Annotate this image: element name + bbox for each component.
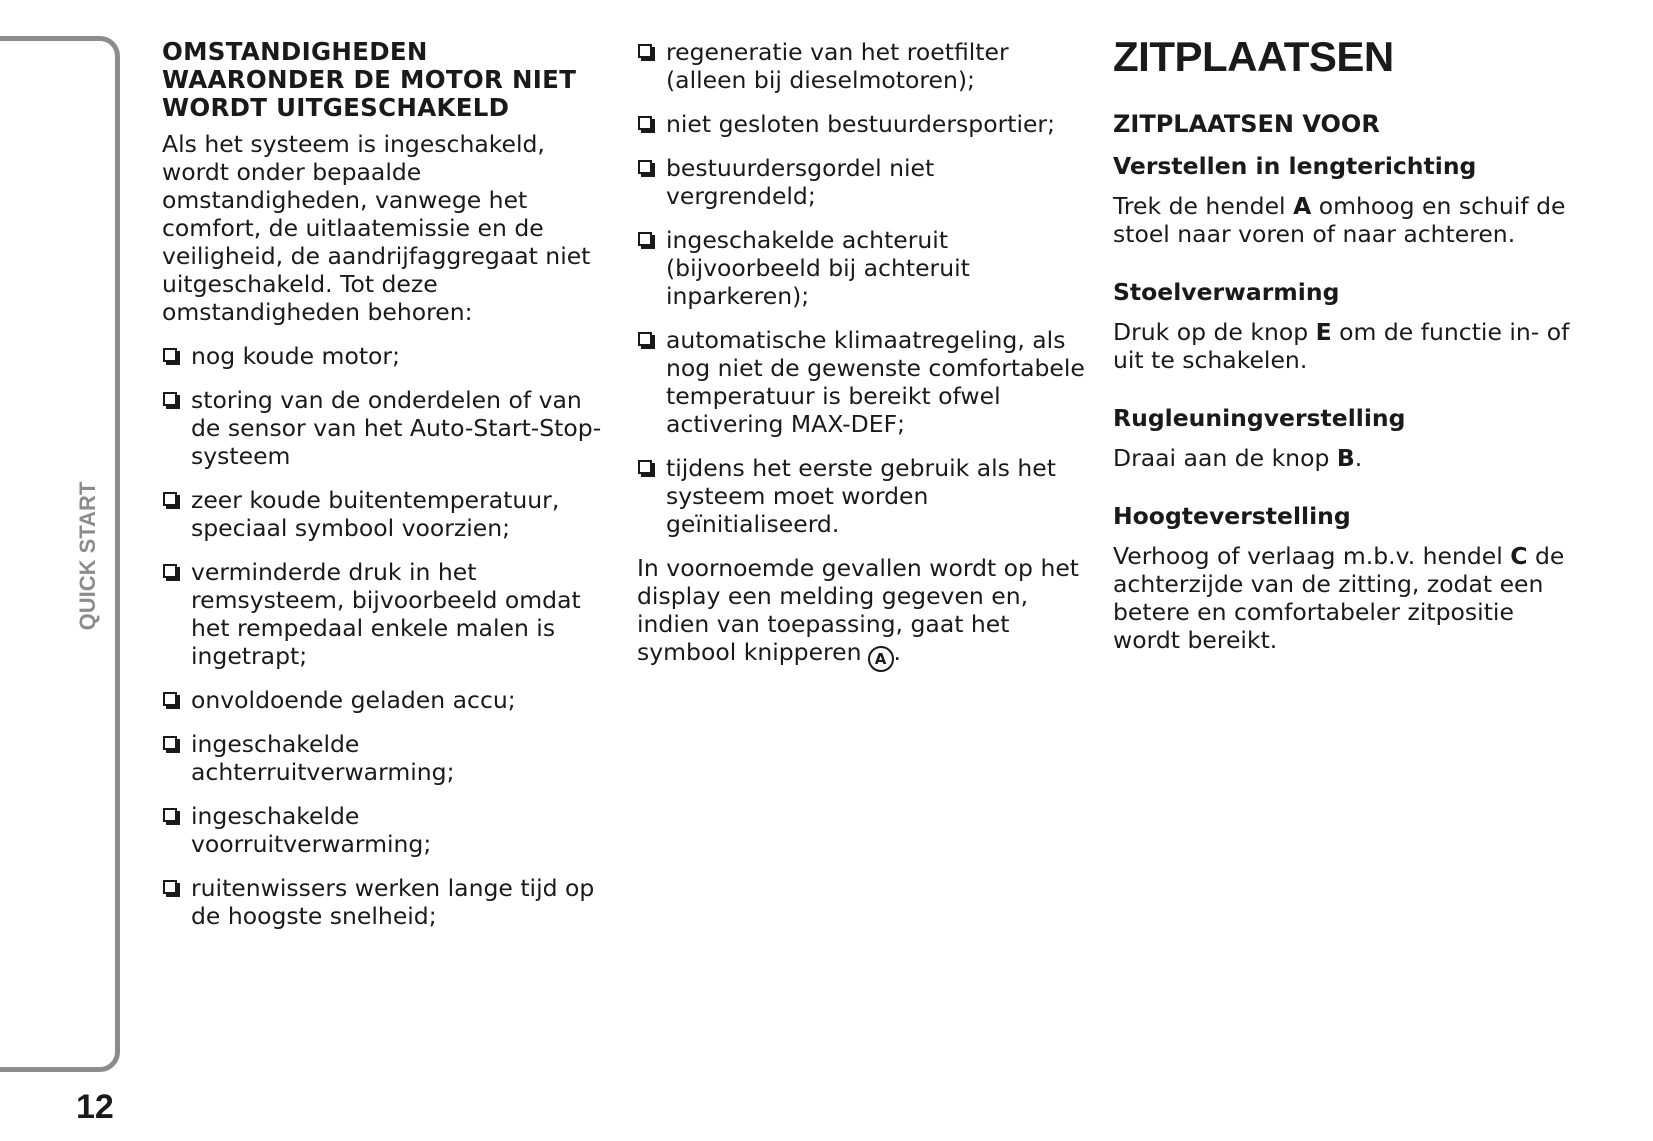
checkbox-bullet-icon: [638, 160, 652, 174]
control-key: A: [1293, 192, 1312, 220]
list-item: regeneratie van het roetfilter (alleen bij dieselmotoren);: [637, 38, 1087, 94]
page-title: ZITPLAATSEN: [1113, 33, 1394, 80]
list-item: nog koude motor;: [162, 342, 602, 370]
list-item: onvoldoende geladen accu;: [162, 686, 602, 714]
list-item: storing van de onderdelen of van de sensor van het Auto-Start-Stop-systeem: [162, 386, 602, 470]
list-item: tijdens het eerste gebruik als het systeem moet worden geïnitialiseerd.: [637, 454, 1087, 538]
page-number: 12: [76, 1088, 114, 1126]
section-heading-engine-not-stopped: OMSTANDIGHEDEN WAARONDER DE MOTOR NIET WORDT UITGESCHAKELD: [162, 37, 577, 122]
list-item: niet gesloten bestuurdersportier;: [637, 110, 1087, 138]
intro-paragraph: Als het systeem is ingeschakeld, wordt onder bepaalde omstandigheden, vanwege het comfort, de uitlaatemissie en de veiligheid, de aandrijfaggregaat niet uitgeschakeld. Tot deze omstandigheden behoren:: [162, 130, 591, 326]
subtitle: ZITPLAATSEN VOOR: [1113, 110, 1380, 138]
list-item: zeer koude buitentemperatuur, speciaal symbool voorzien;: [162, 486, 602, 542]
checkbox-bullet-icon: [163, 736, 177, 750]
checkbox-bullet-icon: [638, 116, 652, 130]
section-text: Verhoog of verlaag m.b.v. hendel C de achterzijde van de zitting, zodat een betere en comfortabeler zitpositie wordt bereikt.: [1113, 542, 1565, 654]
column-1: [162, 38, 602, 946]
list-item: ruitenwissers werken lange tijd op de hoogste snelheid;: [162, 874, 602, 930]
section-text: Druk op de knop E om de functie in- of uit te schakelen.: [1113, 318, 1570, 374]
checkbox-bullet-icon: [638, 232, 652, 246]
control-key: E: [1315, 318, 1332, 346]
side-tab-label: QUICK START: [75, 481, 100, 631]
section-heading: Stoelverwarming: [1113, 278, 1340, 306]
list-item: ingeschakelde voorruitverwarming;: [162, 802, 602, 858]
closing-paragraph: In voornoemde gevallen wordt op het display een melding gegeven en, indien van toepassing, gaat het symbool knipperen A .: [637, 554, 1087, 672]
section-heading: Hoogteverstelling: [1113, 502, 1351, 530]
checkbox-bullet-icon: [638, 44, 652, 58]
list-item: ingeschakelde achteruit (bijvoorbeeld bij achteruit inparkeren);: [637, 226, 1087, 310]
section-heading: Verstellen in lengterichting: [1113, 152, 1477, 180]
condition-list-2: [637, 38, 1087, 538]
list-item: ingeschakelde achterruitverwarming;: [162, 730, 602, 786]
section-text: Draai aan de knop B.: [1113, 444, 1363, 472]
checkbox-bullet-icon: [163, 492, 177, 506]
checkbox-bullet-icon: [163, 348, 177, 362]
side-tab-bracket: [0, 36, 120, 1072]
section-text: Trek de hendel A omhoog en schuif de stoel naar voren of naar achteren.: [1113, 192, 1566, 248]
column-3: [1113, 33, 1583, 684]
column-2: [637, 38, 1087, 688]
checkbox-bullet-icon: [163, 392, 177, 406]
circle-a-icon: A: [868, 646, 894, 672]
list-item: automatische klimaatregeling, als nog niet de gewenste comfortabele temperatuur is bereikt ofwel activering MAX-DEF;: [637, 326, 1087, 438]
checkbox-bullet-icon: [163, 564, 177, 578]
list-item: verminderde druk in het remsysteem, bijvoorbeeld omdat het rempedaal enkele malen is ingetrapt;: [162, 558, 602, 670]
condition-list-1: [162, 342, 602, 930]
checkbox-bullet-icon: [163, 692, 177, 706]
control-key: C: [1510, 542, 1528, 570]
checkbox-bullet-icon: [638, 460, 652, 474]
section-heading: Rugleuningverstelling: [1113, 404, 1406, 432]
checkbox-bullet-icon: [638, 332, 652, 346]
checkbox-bullet-icon: [163, 880, 177, 894]
checkbox-bullet-icon: [163, 808, 177, 822]
list-item: bestuurdersgordel niet vergrendeld;: [637, 154, 1087, 210]
control-key: B: [1336, 444, 1355, 472]
